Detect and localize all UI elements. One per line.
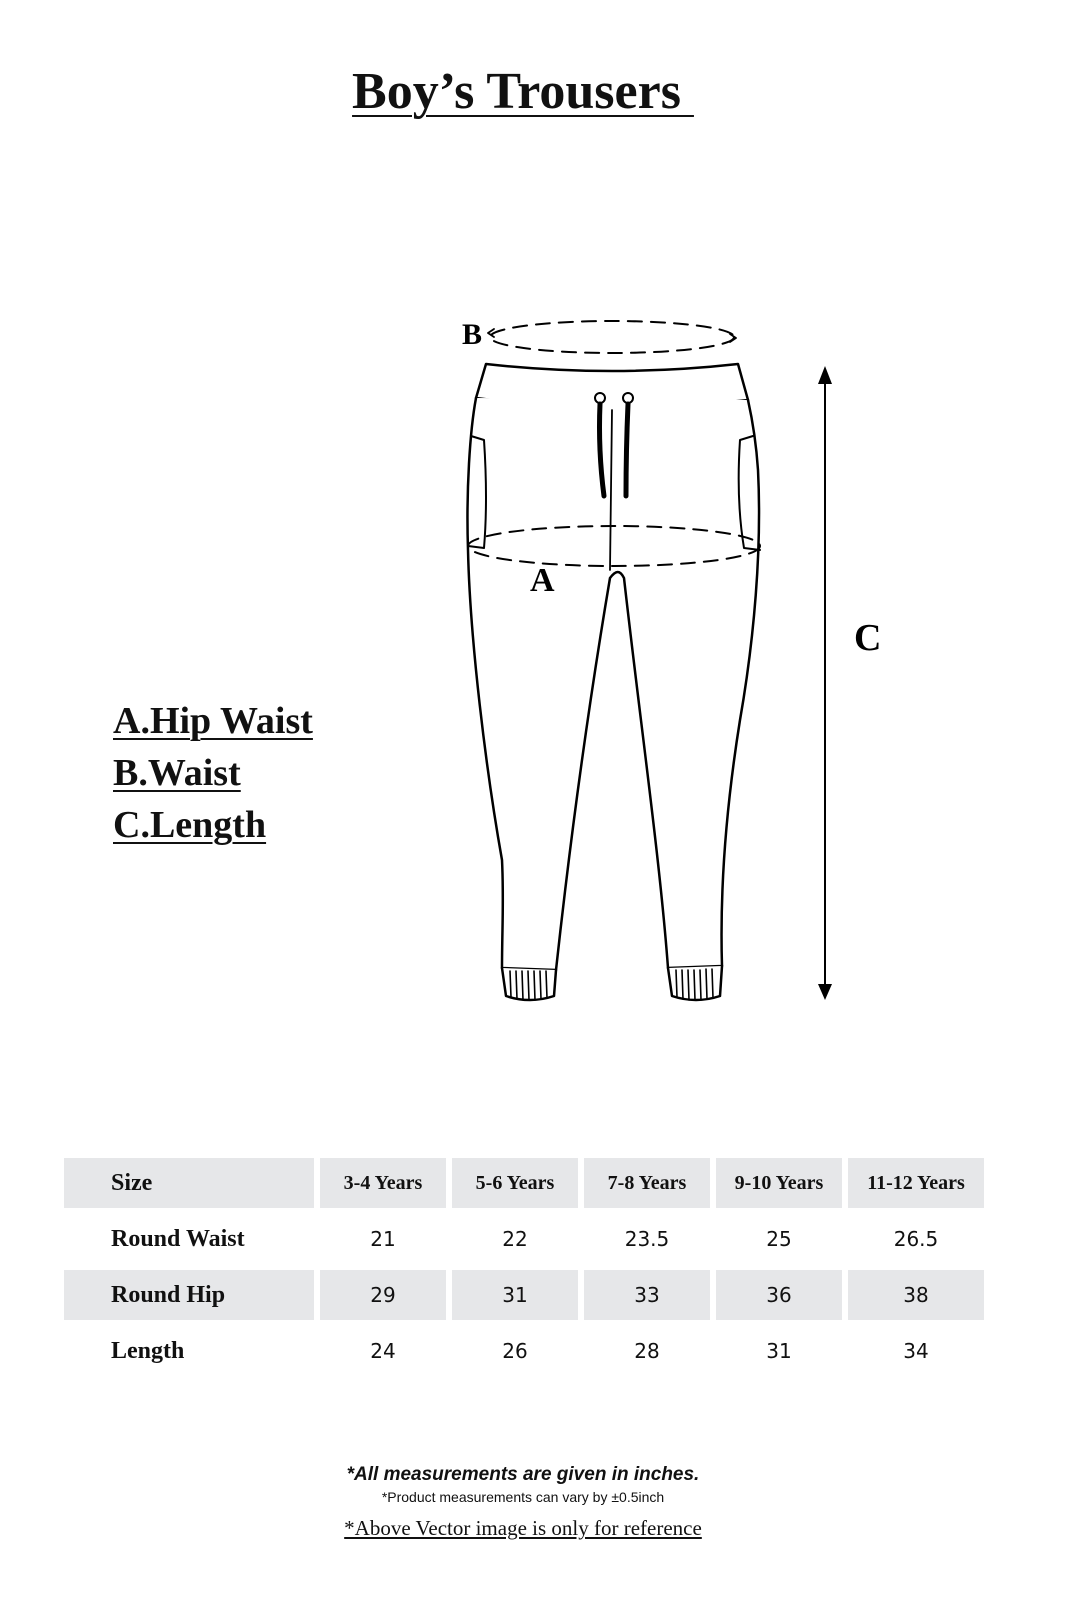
legend-hip-waist: A.Hip Waist [113, 700, 313, 742]
length-arrow [818, 366, 832, 1000]
size-column-header: 9-10 Years [716, 1158, 842, 1208]
table-cell: 24 [370, 1339, 396, 1363]
table-cell: 22 [502, 1227, 528, 1251]
trousers-diagram [440, 300, 880, 1040]
label-c: C [854, 617, 882, 659]
label-a: A [530, 562, 555, 599]
units-note: *All measurements are given in inches. [346, 1464, 700, 1485]
table-cell: 21 [370, 1227, 396, 1251]
table-cell: 38 [848, 1270, 984, 1320]
table-cell: 25 [766, 1227, 792, 1251]
table-row [64, 1270, 984, 1320]
table-cell: 33 [584, 1270, 710, 1320]
drawstring-right [626, 404, 628, 496]
row-label: Round Hip [64, 1270, 314, 1320]
table-header-row [64, 1158, 984, 1208]
row-label: Round Waist [111, 1225, 245, 1252]
waist-measure-ellipse [490, 321, 734, 353]
table-cell: 26.5 [893, 1227, 939, 1251]
page-title: Boy’s Trousers [352, 63, 694, 120]
variance-note: *Product measurements can vary by ±0.5inch [381, 1489, 665, 1505]
size-column-header: 11-12 Years [848, 1158, 984, 1208]
left-cuff [502, 968, 556, 1000]
label-b: B [462, 318, 483, 351]
size-column-header: 5-6 Years [452, 1158, 578, 1208]
reference-note: *Above Vector image is only for reference [344, 1516, 702, 1540]
table-cell: 26 [502, 1339, 528, 1363]
table-cell: 34 [903, 1339, 929, 1363]
row-label: Length [111, 1337, 185, 1364]
table-row [64, 1214, 984, 1264]
legend-length: C.Length [113, 804, 267, 846]
table-cell: 29 [320, 1270, 446, 1320]
size-column-header: 3-4 Years [320, 1158, 446, 1208]
table-cell: 23.5 [624, 1227, 670, 1251]
legend-waist: B.Waist [113, 752, 241, 794]
table-row [64, 1326, 984, 1376]
table-cell: 31 [452, 1270, 578, 1320]
measurement-legend [113, 695, 313, 851]
size-column-header: 7-8 Years [584, 1158, 710, 1208]
trousers-outline [467, 398, 759, 970]
right-cuff [668, 966, 722, 1000]
size-chart-table [58, 1152, 990, 1382]
table-cell: 36 [716, 1270, 842, 1320]
table-cell: 31 [766, 1339, 792, 1363]
table-cell: 28 [634, 1339, 660, 1363]
header-size-label: Size [64, 1158, 314, 1208]
